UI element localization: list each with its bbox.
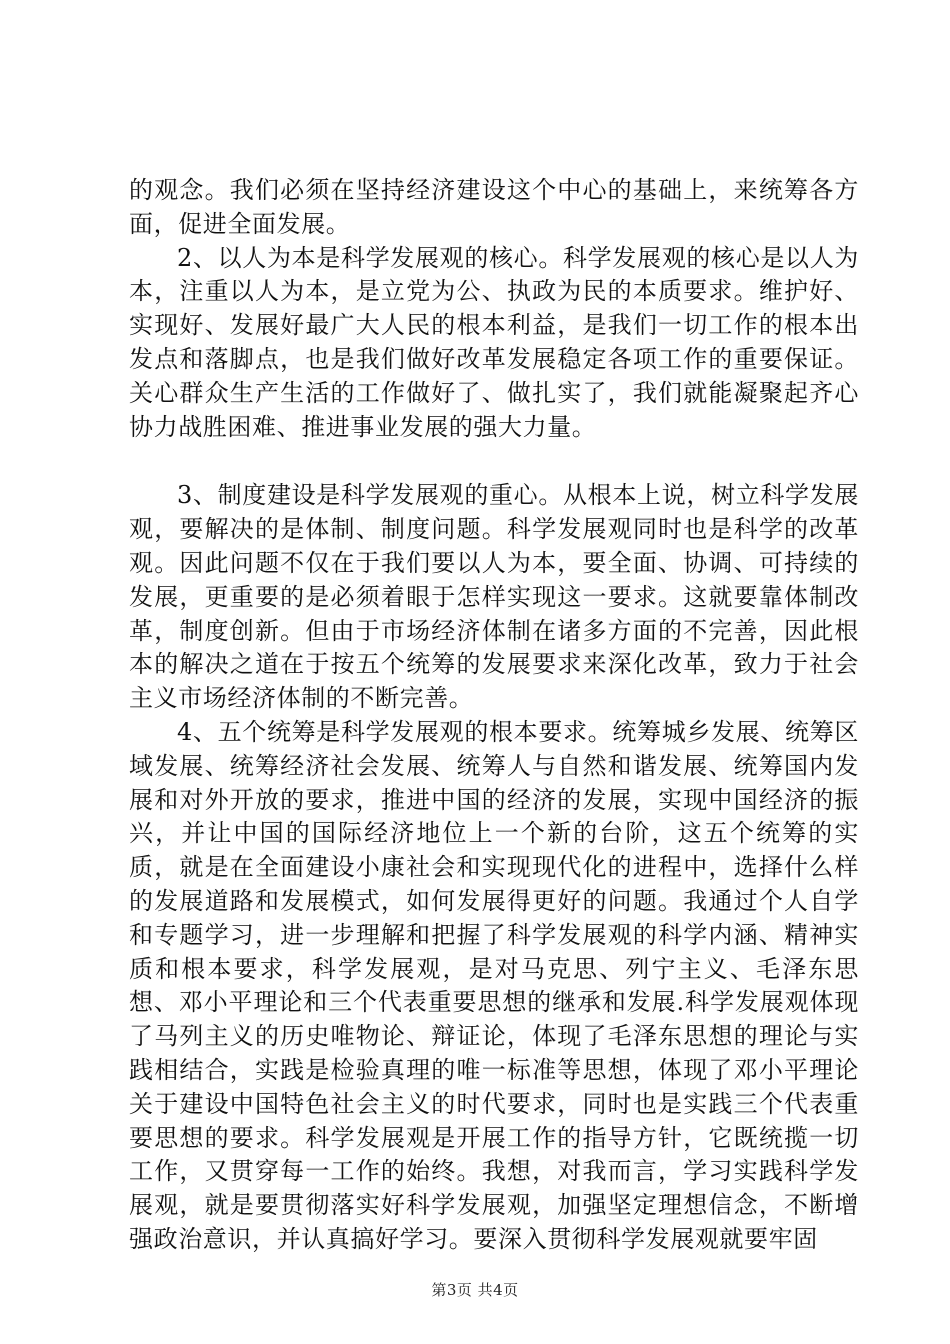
paragraph-five-coordinations: 4、五个统筹是科学发展观的根本要求。统筹城乡发展、统筹区域发展、统筹经济社会发展、统筹人与自然和谐发展、统筹国内发展和对外开放的要求，推进中国的经济的发展，实现中国经济的振兴，并让中国的国际经济地位上一个新的台阶，这五个统筹的实质，就是在全面建设小康社会和实现现代化的进程中，选择什么样的发展道路和发展模式，如何发展得更好的问题。我通过个人自学和专题学习，进一步理解和把握了科学发展观的科学内涵、精神实质和根本要求，科学发展观，是对马克思、列宁主义、毛泽东思想、邓小平理论和三个代表重要思想的继承和发展.科学发展观体现了马列主义的历史唯物论、辩证论，体现了毛泽东思想的理论与实践相结合，实践是检验真理的唯一标准等思想，体现了邓小平理论关于建设中国特色社会主义的时代要求，同时也是实践三个代表重要思想的要求。科学发展观是开展工作的指导方针，它既统揽一切工作，又贯穿每一工作的始终。我想，对我而言，学习实践科学发展观，就是要贯彻落实好科学发展观，加强坚定理想信念，不断增强政治意识，并认真搞好学习。要深入贯彻科学发展观就要牢固 xyxy=(129,717,859,1253)
paragraph-institution-building: 3、制度建设是科学发展观的重心。从根本上说，树立科学发展观，要解决的是体制、制度问题。科学发展观同时也是科学的改革观。因此问题不仅在于我们要以人为本，要全面、协调、可持续的发展，更重要的是必须着眼于怎样实现这一要求。这就要靠体制改革，制度创新。但由于市场经济体制在诸多方面的不完善，因此根本的解决之道在于按五个统筹的发展要求来深化改革，致力于社会主义市场经济体制的不断完善。 xyxy=(129,481,859,713)
paragraph-people-oriented: 2、以人为本是科学发展观的核心。科学发展观的核心是以人为本，注重以人为本，是立党为公、执政为民的本质要求。维护好、实现好、发展好最广大人民的根本利益，是我们一切工作的根本出发点和落脚点，也是我们做好改革发展稳定各项工作的重要保证。关心群众生产生活的工作做好了、做扎实了，我们就能凝聚起齐心协力战胜困难、推进事业发展的强大力量。 xyxy=(129,243,859,441)
document-body xyxy=(129,174,859,1257)
page-number-footer: 第3页 共4页 xyxy=(431,1281,519,1299)
paragraph-continuation: 的观念。我们必须在坚持经济建设这个中心的基础上，来统筹各方面，促进全面发展。 xyxy=(129,176,859,238)
